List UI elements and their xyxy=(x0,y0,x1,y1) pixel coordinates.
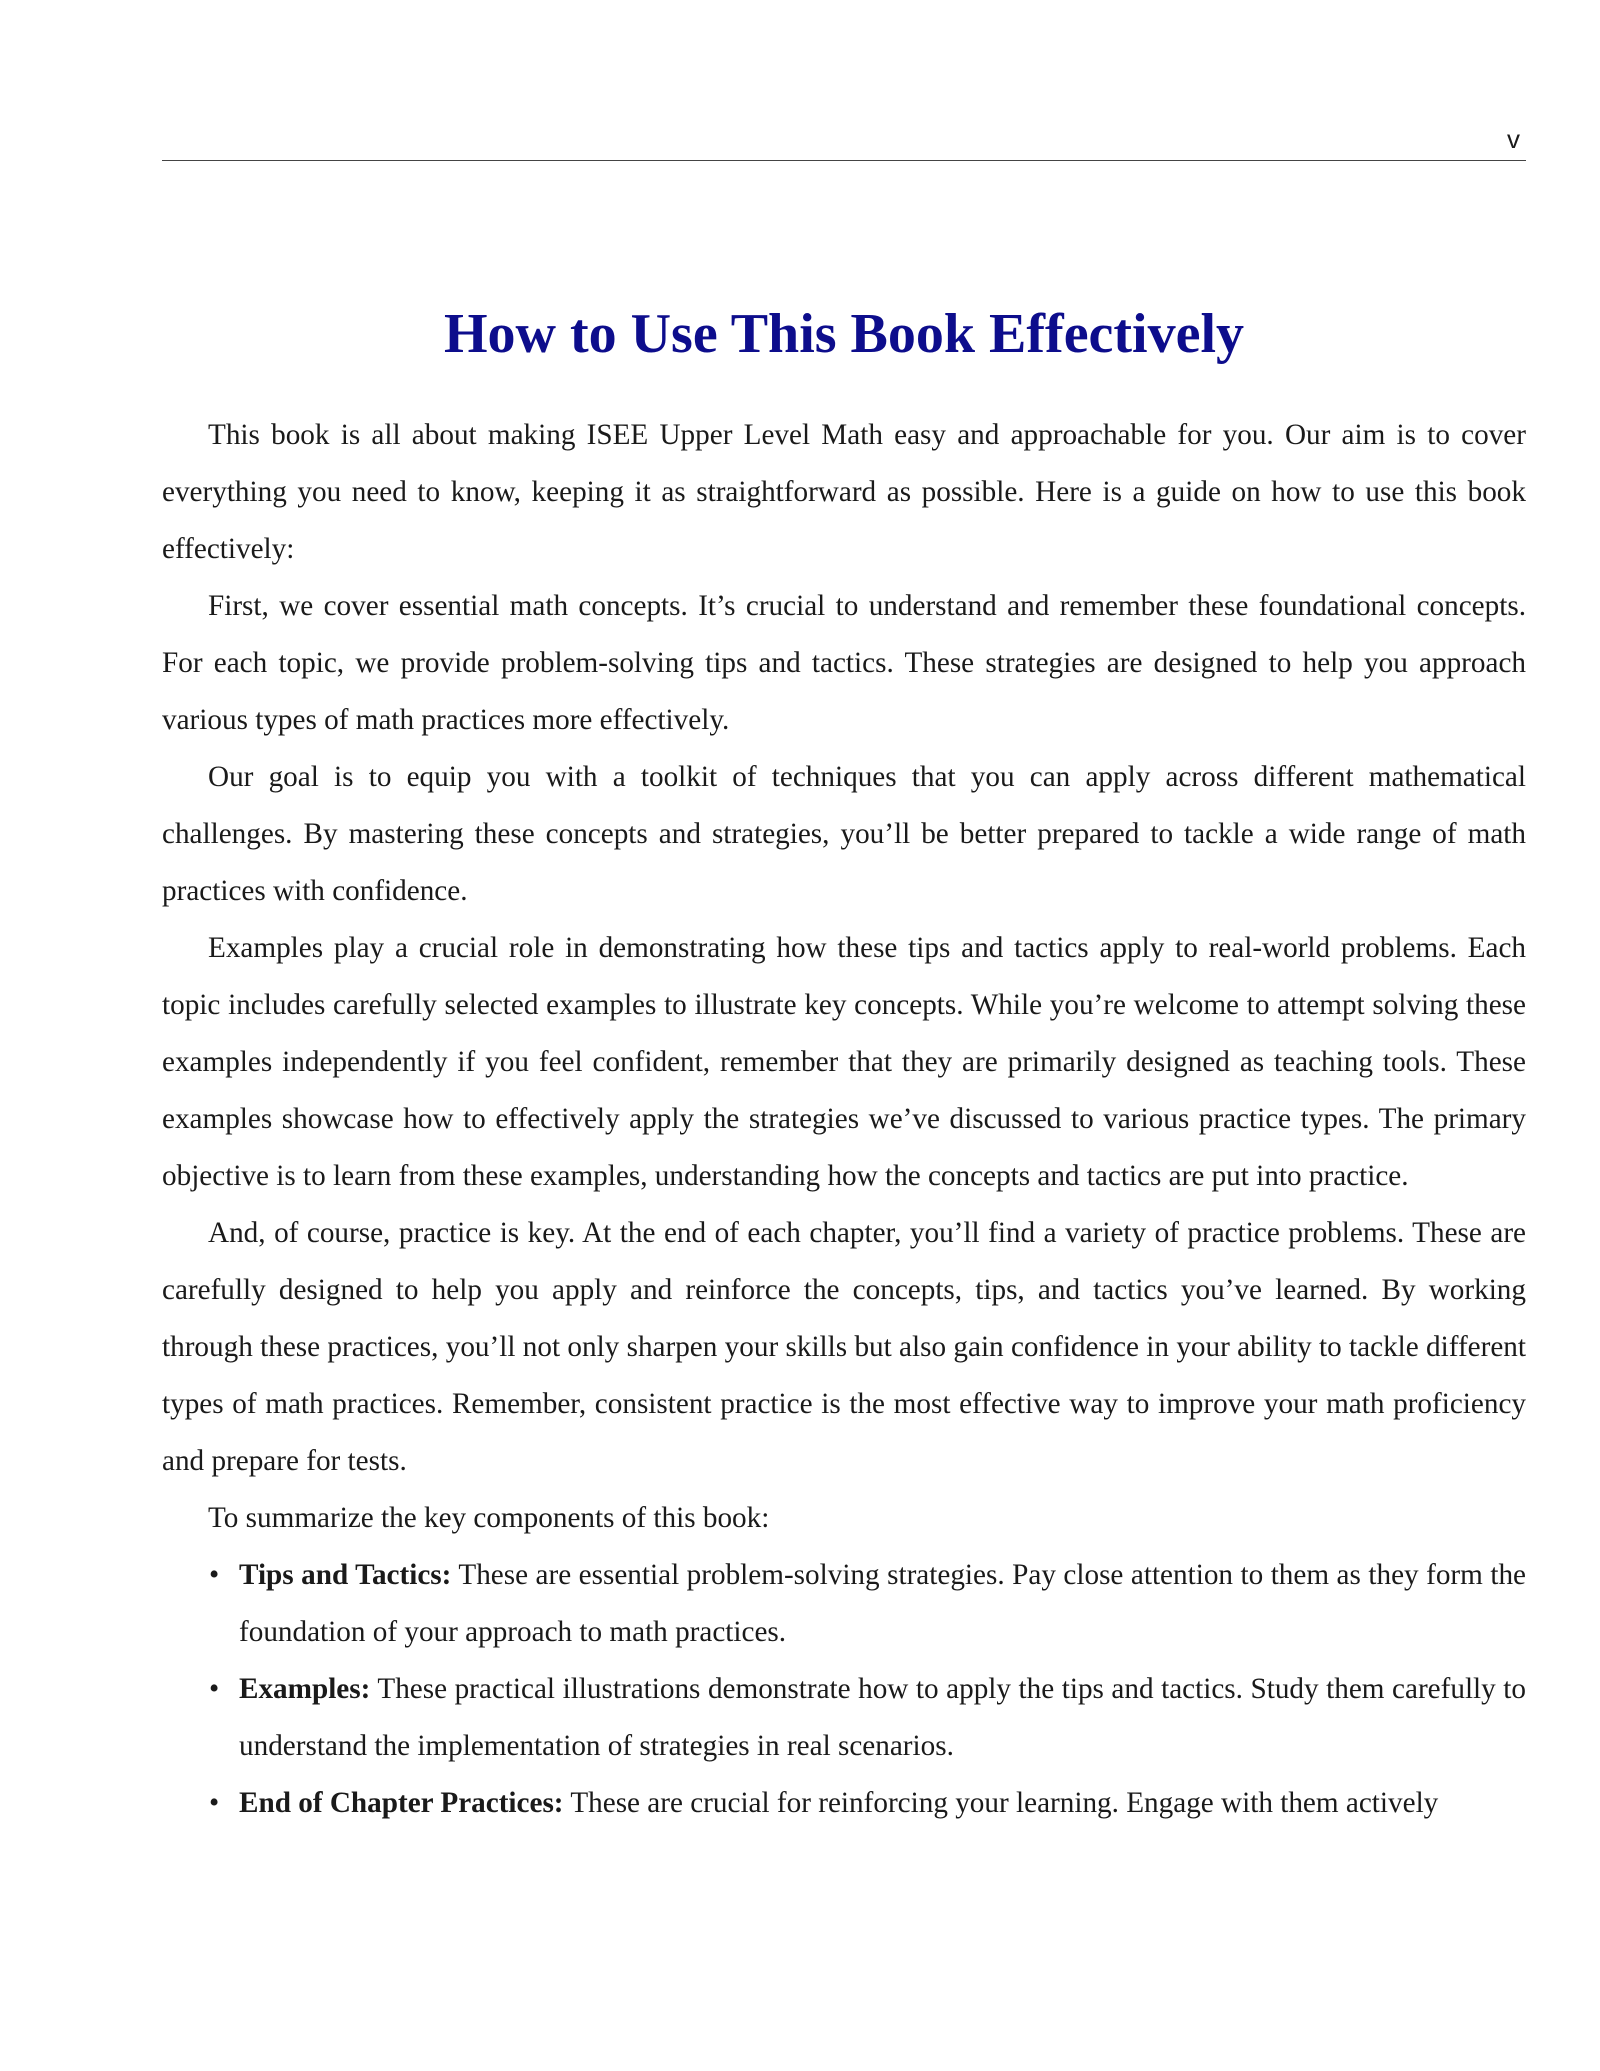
page-title: How to Use This Book Effectively xyxy=(443,303,1245,365)
summary-list xyxy=(162,1547,1526,1832)
body-text xyxy=(162,407,1526,1832)
paragraph-goal: Our goal is to equip you with a toolkit of techniques that you can apply across different mathematical challenges. By mastering these concepts and strategies, you’ll be better prepared to tackle a wide range of math practices with confidence. xyxy=(162,761,1526,907)
list-item-text: These are crucial for reinforcing your learning. Engage with them actively xyxy=(570,1787,1439,1819)
paragraph-concepts: First, we cover essential math concepts. It’s crucial to understand and remember these foundational concepts. For each topic, we provide problem-solving tips and tactics. These strategies are designed to help you approach various types of math practices more effectively. xyxy=(162,590,1526,736)
list-item-term: Examples: xyxy=(239,1673,371,1705)
list-item-term: End of Chapter Practices: xyxy=(239,1787,564,1819)
list-item-text: These practical illustrations demonstrate how to apply the tips and tactics. Study them carefully to understand the implementation of strategies in real scenarios. xyxy=(239,1673,1526,1762)
list-item-term: Tips and Tactics: xyxy=(239,1559,452,1591)
bullet-icon: • xyxy=(209,1787,220,1819)
bullet-icon: • xyxy=(209,1559,220,1591)
page-header xyxy=(162,118,1526,161)
paragraph-practice: And, of course, practice is key. At the end of each chapter, you’ll find a variety of practice problems. These are carefully designed to help you apply and reinforce the concepts, tips, and tactics you’ve learned. By working through these practices, you’ll not only sharpen your skills but also gain confidence in your ability to tackle different types of math practices. Remember, consistent practice is the most effective way to improve your math proficiency and prepare for tests. xyxy=(162,1217,1526,1477)
list-item xyxy=(209,1547,1527,1661)
page-number: v xyxy=(1507,124,1520,154)
paragraph-examples: Examples play a crucial role in demonstrating how these tips and tactics apply to real-world problems. Each topic includes carefully selected examples to illustrate key concepts. While you’re welcome to attempt solving these examples independently if you feel confident, remember that they are primarily designed as teaching tools. These examples showcase how to effectively apply the strategies we’ve discussed to various practice types. The primary objective is to learn from these examples, understanding how the concepts and tactics are put into practice. xyxy=(162,932,1526,1192)
list-item xyxy=(209,1661,1526,1775)
paragraph-intro: This book is all about making ISEE Upper Level Math easy and approachable for you. Our aim is to cover everything you need to know, keeping it as straightforward as possible. Here is a guide on how to use this book effectively: xyxy=(162,419,1526,565)
list-item xyxy=(209,1775,1526,1832)
list-item-text: These are essential problem-solving strategies. Pay close attention to them as they form the foundation of your approach to math practices. xyxy=(239,1559,1527,1648)
paragraph-summary-intro: To summarize the key components of this book: xyxy=(208,1502,770,1534)
bullet-icon: • xyxy=(209,1673,220,1705)
